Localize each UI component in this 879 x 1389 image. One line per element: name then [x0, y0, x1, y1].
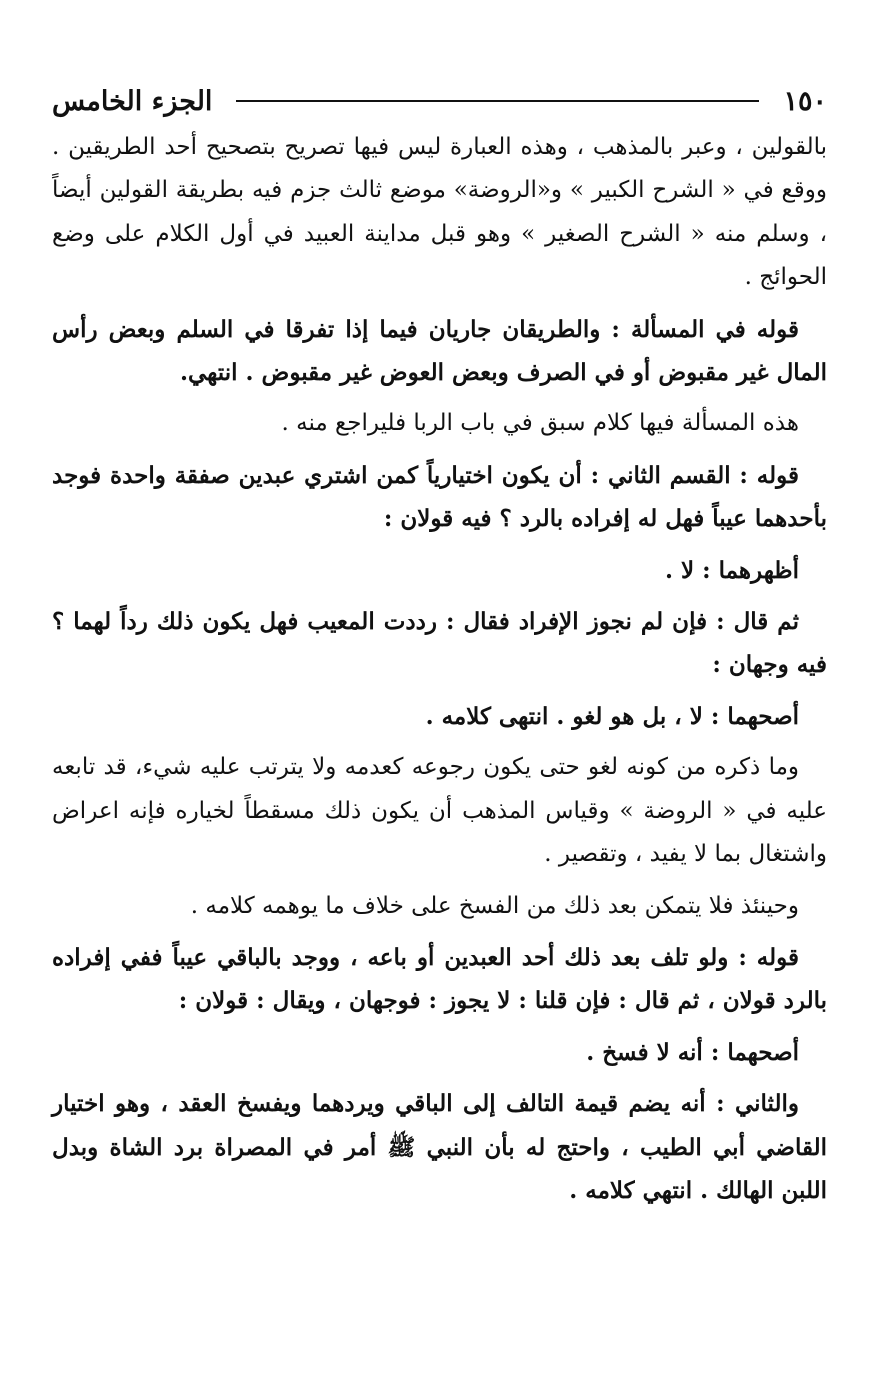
- paragraph-7: أصحهما : لا ، بل هو لغو . انتهى كلامه .: [425, 702, 799, 730]
- paragraph-4: قوله : القسم الثاني : أن يكون اختيارياً كمن اشتري عبدين صفقة واحدة فوجد بأحدهما عيباً فهل له إفراده بالرد ؟ فيه قولان :: [52, 461, 827, 533]
- book-page: [52, 78, 827, 1220]
- paragraph-8: وما ذكره من كونه لغو حتى يكون رجوعه كعدمه ولا يترتب عليه شيء، قد تابعه عليه في « الروضة » وقياس المذهب أن يكون ذلك مسقطاً لخياره فإنه اعراض واشتغال بما لا يفيد ، وتقصير .: [52, 754, 827, 868]
- page-header: [52, 78, 827, 124]
- page-body: [52, 126, 827, 1212]
- header-rule: [236, 100, 759, 102]
- paragraph-2: قوله في المسألة : والطريقان جاريان فيما إذا تفرقا في السلم وبعض رأس المال غير مقبوض أو في الصرف وبعض العوض غير مقبوض . انتهي.: [52, 315, 827, 387]
- paragraph-11: أصحهما : أنه لا فسخ .: [586, 1038, 799, 1066]
- page-number: ١٥٠: [783, 85, 827, 117]
- running-title: الجزء الخامس: [52, 85, 213, 117]
- paragraph-6: ثم قال : فإن لم نجوز الإفراد فقال : رددت المعيب فهل يكون ذلك رداً لهما ؟ فيه وجهان :: [52, 608, 827, 679]
- paragraph-12: والثاني : أنه يضم قيمة التالف إلى الباقي ويردهما ويفسخ العقد ، وهو اختيار القاضي أبي الطيب ، واحتج له بأن النبي ﷺ أمر في المصراة برد الشاة وبدل اللبن الهالك . انتهي كلامه .: [52, 1090, 827, 1204]
- paragraph-5: أظهرهما : لا .: [664, 556, 799, 584]
- paragraph-10: قوله : ولو تلف بعد ذلك أحد العبدين أو باعه ، ووجد بالباقي عيباً ففي إفراده بالرد قولان ، ثم قال : فإن قلنا : لا يجوز : فوجهان ، ويقال : قولان :: [52, 943, 827, 1015]
- paragraph-1: بالقولين ، وعبر بالمذهب ، وهذه العبارة ليس فيها تصريح بتصحيح أحد الطريقين . ووقع في « الشرح الكبير » و«الروضة» موضع ثالث جزم فيه بطريقة القولين أيضاً ، وسلم منه « الشرح الصغير » وهو قبل مداينة العبيد في أول الكلام على وضع الحوائج .: [52, 134, 827, 291]
- paragraph-9: وحينئذ فلا يتمكن بعد ذلك من الفسخ على خلاف ما يوهمه كلامه .: [190, 892, 799, 919]
- paragraph-3: هذه المسألة فيها كلام سبق في باب الربا فليراجع منه .: [281, 410, 799, 437]
